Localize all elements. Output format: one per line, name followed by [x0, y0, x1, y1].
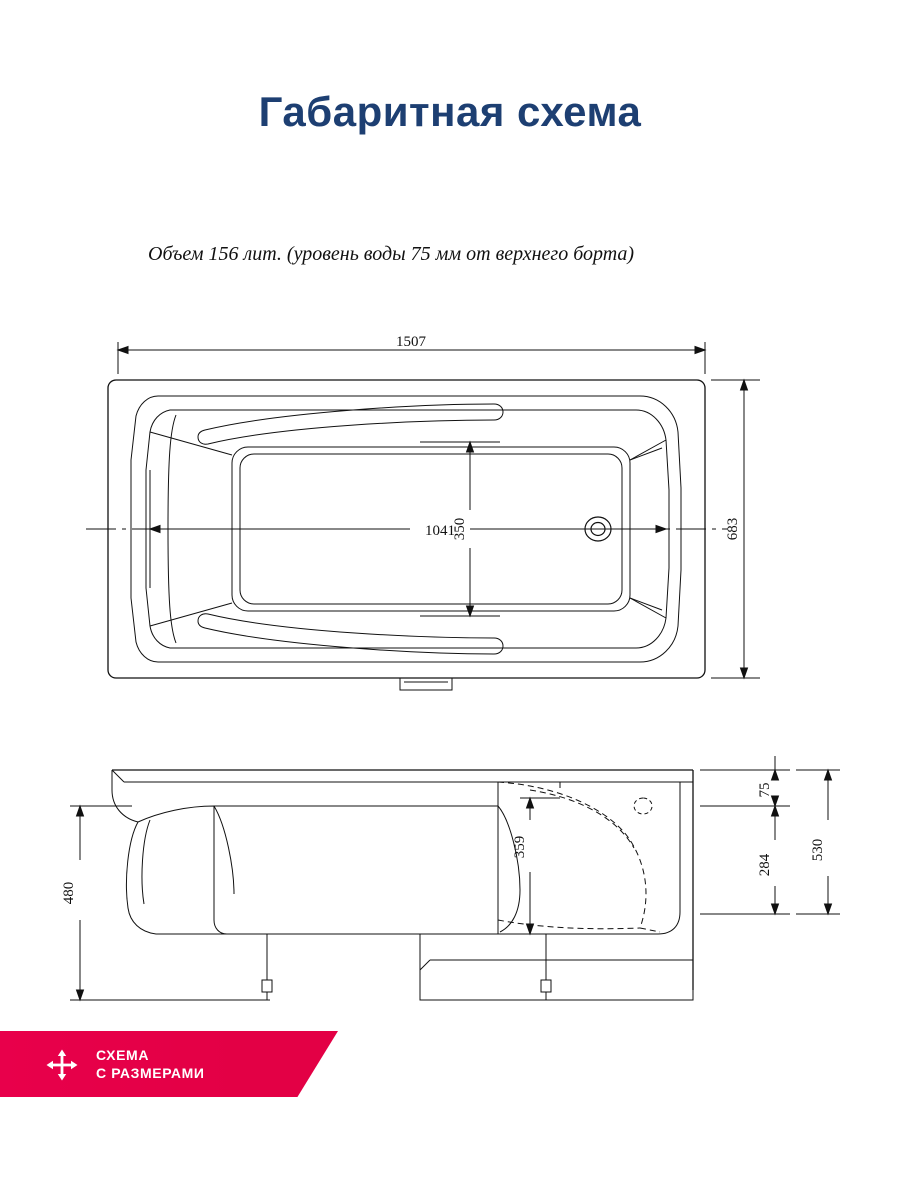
dim-683: 683	[725, 517, 741, 541]
dim-350: 350	[452, 517, 468, 541]
dim-1041: 1041	[425, 523, 455, 539]
dim-284: 284	[757, 853, 773, 877]
dim-530: 530	[810, 838, 826, 862]
badge-text	[96, 1046, 205, 1082]
badge-line-1: СХЕМА	[96, 1047, 150, 1063]
technical-drawing	[0, 320, 900, 1040]
badge-line-2: С РАЗМЕРАМИ	[96, 1065, 205, 1081]
page-title: Габаритная схема	[258, 88, 642, 135]
dim-1507: 1507	[396, 334, 426, 350]
dim-480: 480	[61, 881, 77, 905]
dim-359: 359	[512, 835, 528, 859]
volume-note: Объем 156 лит. (уровень воды 75 мм от верхнего борта)	[148, 243, 635, 265]
arrows-cross-icon	[46, 1049, 78, 1081]
dim-75: 75	[757, 782, 773, 798]
